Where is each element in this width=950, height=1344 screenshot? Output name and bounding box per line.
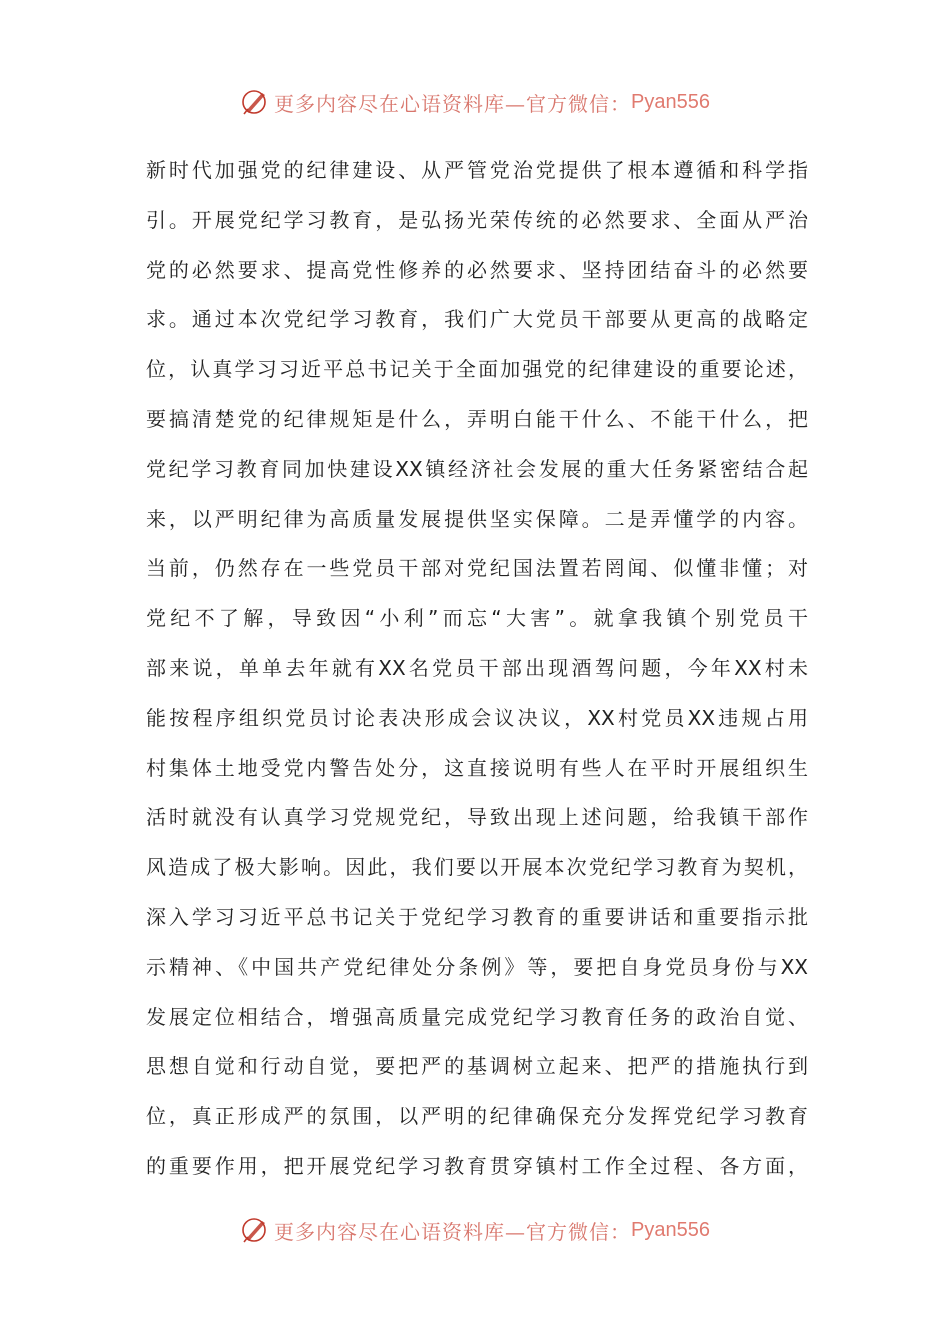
text-line: 位，认真学习习近平总书记关于全面加强党的纪律建设的重要论述， — [146, 357, 808, 382]
pen-circle-logo-icon — [240, 87, 270, 117]
text-line: 来，以严明纪律为高质量发展提供坚实保障。二是弄懂学的内容。 — [146, 506, 808, 531]
banner-wechat-handle: Pyan556 — [631, 90, 710, 113]
text-line: 示精神、《中国共产党纪律处分条例》等，要把自身党员身份与XX — [146, 954, 808, 979]
text-line: 的重要作用，把开展党纪学习教育贯穿镇村工作全过程、各方面， — [146, 1153, 808, 1178]
text-line: 思想自觉和行动自觉，要把严的基调树立起来、把严的措施执行到 — [146, 1054, 808, 1079]
text-line: 新时代加强党的纪律建设、从严管党治党提供了根本遵循和科学指 — [146, 158, 808, 182]
pen-circle-logo-icon — [240, 1215, 270, 1245]
text-line: 引。开展党纪学习教育，是弘扬光荣传统的必然要求、全面从严治 — [146, 207, 808, 232]
text-line: 活时就没有认真学习党规党纪，导致出现上述问题，给我镇干部作 — [146, 805, 808, 830]
text-line: 党纪不了解，导致因“小利”而忘“大害”。就拿我镇个别党员干 — [146, 606, 808, 631]
text-line: 深入学习习近平总书记关于党纪学习教育的重要讲话和重要指示批 — [146, 904, 808, 929]
banner-text: 更多内容尽在心语资料库—官方微信： — [274, 91, 632, 116]
text-line: 当前，仍然存在一些党员干部对党纪国法置若罔闻、似懂非懂；对 — [146, 556, 808, 581]
text-line: 求。通过本次党纪学习教育，我们广大党员干部要从更高的战略定 — [146, 307, 808, 332]
text-line: 党纪学习教育同加快建设XX镇经济社会发展的重大任务紧密结合起 — [146, 456, 808, 481]
banner-text: 更多内容尽在心语资料库—官方微信： — [274, 1219, 632, 1244]
text-line: 能按程序组织党员讨论表决形成会议决议，XX村党员XX违规占用 — [146, 705, 808, 730]
text-line: 风造成了极大影响。因此，我们要以开展本次党纪学习教育为契机， — [146, 855, 808, 880]
text-line: 村集体土地受党内警告处分，这直接说明有些人在平时开展组织生 — [146, 755, 808, 780]
document-body — [146, 146, 808, 1192]
text-line: 要搞清楚党的纪律规矩是什么，弄明白能干什么、不能干什么，把 — [146, 406, 808, 431]
header-watermark-banner — [0, 80, 950, 124]
text-line: 部来说，单单去年就有XX名党员干部出现酒驾问题，今年XX村未 — [146, 655, 808, 680]
text-line: 发展定位相结合，增强高质量完成党纪学习教育任务的政治自觉、 — [146, 1004, 808, 1029]
text-line: 位，真正形成严的氛围，以严明的纪律确保充分发挥党纪学习教育 — [146, 1104, 808, 1129]
text-line: 党的必然要求、提高党性修养的必然要求、坚持团结奋斗的必然要 — [146, 257, 808, 282]
footer-watermark-banner — [0, 1208, 950, 1252]
banner-wechat-handle: Pyan556 — [631, 1218, 710, 1241]
